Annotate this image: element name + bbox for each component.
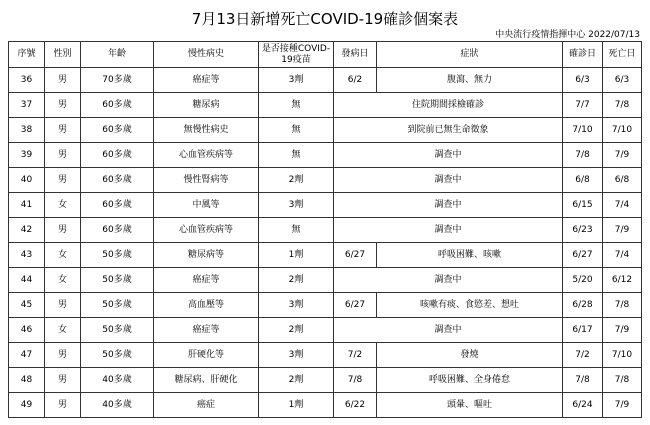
cell-age: 60多歲 (81, 118, 154, 143)
cell-onset: 7/2 (334, 343, 377, 368)
cell-history: 慢性腎病等 (154, 168, 259, 193)
cell-sex: 男 (45, 343, 81, 368)
cell-onset: 6/27 (334, 243, 377, 268)
cell-history: 肝硬化等 (154, 343, 259, 368)
cell-death: 7/9 (603, 143, 642, 168)
cell-confirmed: 6/3 (563, 68, 603, 93)
cell-note: 調查中 (334, 318, 563, 343)
table-row (9, 118, 642, 143)
cell-number: 47 (9, 343, 45, 368)
cell-vaccine: 3劑 (259, 343, 334, 368)
cell-vaccine: 1劑 (259, 243, 334, 268)
cell-sex: 男 (45, 143, 81, 168)
cell-confirmed: 5/20 (563, 268, 603, 293)
cell-number: 43 (9, 243, 45, 268)
table-row (9, 393, 642, 418)
cell-death: 7/4 (603, 243, 642, 268)
cell-note: 調查中 (334, 193, 563, 218)
cell-age: 60多歲 (81, 193, 154, 218)
cell-vaccine: 1劑 (259, 393, 334, 418)
cell-history: 癌症等 (154, 68, 259, 93)
cell-history: 癌症等 (154, 268, 259, 293)
cell-death: 7/4 (603, 193, 642, 218)
cell-sex: 男 (45, 218, 81, 243)
cell-age: 70多歲 (81, 68, 154, 93)
cell-history: 癌症 (154, 393, 259, 418)
table-row (9, 168, 642, 193)
table-row (9, 93, 642, 118)
cell-age: 50多歲 (81, 318, 154, 343)
cell-death: 7/9 (603, 393, 642, 418)
cell-note: 調查中 (334, 218, 563, 243)
cell-age: 60多歲 (81, 143, 154, 168)
cell-symptoms: 呼吸困難、咳嗽 (377, 243, 563, 268)
cell-death: 7/8 (603, 93, 642, 118)
header-cell: 發病日 (334, 42, 377, 68)
cell-symptoms: 發燒 (377, 343, 563, 368)
table-row (9, 143, 642, 168)
cell-sex: 男 (45, 93, 81, 118)
table-body (9, 68, 642, 418)
cell-history: 高血壓等 (154, 293, 259, 318)
cell-symptoms: 頭暈、嘔吐 (377, 393, 563, 418)
cell-vaccine: 無 (259, 143, 334, 168)
header-cell: 慢性病史 (154, 42, 259, 68)
cell-confirmed: 7/7 (563, 93, 603, 118)
table-header-row (9, 42, 642, 68)
cell-sex: 女 (45, 243, 81, 268)
cell-death: 6/12 (603, 268, 642, 293)
cell-number: 46 (9, 318, 45, 343)
cell-symptoms: 呼吸困難、全身倦怠 (377, 368, 563, 393)
cell-confirmed: 7/2 (563, 343, 603, 368)
page-title: 7月13日新增死亡COVID-19確診個案表 (191, 10, 459, 28)
cell-number: 37 (9, 93, 45, 118)
cell-sex: 男 (45, 293, 81, 318)
cell-number: 45 (9, 293, 45, 318)
cell-confirmed: 7/8 (563, 368, 603, 393)
cell-sex: 男 (45, 68, 81, 93)
cell-confirmed: 6/15 (563, 193, 603, 218)
cell-symptoms: 腹瀉、無力 (377, 68, 563, 93)
table-row (9, 193, 642, 218)
cell-vaccine: 2劑 (259, 368, 334, 393)
cell-confirmed: 6/23 (563, 218, 603, 243)
header-cell: 症狀 (377, 42, 563, 68)
cell-number: 36 (9, 68, 45, 93)
table-row (9, 293, 642, 318)
cell-age: 60多歲 (81, 218, 154, 243)
cell-age: 40多歲 (81, 393, 154, 418)
cell-confirmed: 6/8 (563, 168, 603, 193)
cell-vaccine: 無 (259, 93, 334, 118)
cell-sex: 女 (45, 193, 81, 218)
cell-vaccine: 2劑 (259, 318, 334, 343)
cell-history: 心血管疾病等 (154, 143, 259, 168)
cell-number: 48 (9, 368, 45, 393)
cell-history: 心血管疾病等 (154, 218, 259, 243)
header-cell: 確診日 (563, 42, 603, 68)
table-row (9, 243, 642, 268)
cell-confirmed: 7/10 (563, 118, 603, 143)
cell-onset: 6/2 (334, 68, 377, 93)
cell-age: 40多歲 (81, 368, 154, 393)
cell-sex: 男 (45, 168, 81, 193)
cell-note: 調查中 (334, 268, 563, 293)
cell-number: 40 (9, 168, 45, 193)
table-row (9, 368, 642, 393)
cell-sex: 男 (45, 393, 81, 418)
header-cell: 序號 (9, 42, 45, 68)
cell-sex: 男 (45, 118, 81, 143)
cell-note: 住院期間採檢確診 (334, 93, 563, 118)
header-cell: 是否接種COVID-19疫苗 (259, 42, 334, 68)
cell-age: 60多歲 (81, 93, 154, 118)
cell-history: 癌症等 (154, 318, 259, 343)
cell-note: 調查中 (334, 143, 563, 168)
header-cell: 死亡日 (603, 42, 642, 68)
table-row (9, 343, 642, 368)
cell-confirmed: 6/27 (563, 243, 603, 268)
cell-confirmed: 7/8 (563, 143, 603, 168)
cell-vaccine: 3劑 (259, 68, 334, 93)
cell-death: 6/3 (603, 68, 642, 93)
case-table (8, 41, 642, 418)
cell-confirmed: 6/24 (563, 393, 603, 418)
cell-age: 50多歲 (81, 293, 154, 318)
cell-confirmed: 6/17 (563, 318, 603, 343)
cell-number: 41 (9, 193, 45, 218)
cell-onset: 7/8 (334, 368, 377, 393)
cell-number: 39 (9, 143, 45, 168)
cell-sex: 女 (45, 318, 81, 343)
cell-history: 糖尿病等 (154, 243, 259, 268)
cell-number: 38 (9, 118, 45, 143)
cell-symptoms: 咳嗽有痰、食慾差、想吐 (377, 293, 563, 318)
cell-death: 7/10 (603, 343, 642, 368)
cell-vaccine: 無 (259, 118, 334, 143)
table-row (9, 268, 642, 293)
cell-number: 44 (9, 268, 45, 293)
cell-age: 60多歲 (81, 168, 154, 193)
cell-note: 到院前已無生命徵象 (334, 118, 563, 143)
cell-death: 7/8 (603, 368, 642, 393)
cell-vaccine: 2劑 (259, 268, 334, 293)
cell-death: 7/9 (603, 318, 642, 343)
source-date: 中央流行疫情指揮中心 2022/07/13 (495, 30, 640, 40)
cell-death: 7/8 (603, 293, 642, 318)
table-row (9, 318, 642, 343)
cell-death: 7/10 (603, 118, 642, 143)
cell-number: 42 (9, 218, 45, 243)
cell-age: 50多歲 (81, 243, 154, 268)
cell-history: 糖尿病、肝硬化 (154, 368, 259, 393)
cell-sex: 男 (45, 368, 81, 393)
table-row (9, 218, 642, 243)
header-cell: 性別 (45, 42, 81, 68)
cell-death: 6/8 (603, 168, 642, 193)
cell-sex: 女 (45, 268, 81, 293)
cell-history: 中風等 (154, 193, 259, 218)
cell-history: 糖尿病 (154, 93, 259, 118)
cell-onset: 6/27 (334, 293, 377, 318)
cell-confirmed: 6/28 (563, 293, 603, 318)
header-cell: 年齡 (81, 42, 154, 68)
cell-age: 50多歲 (81, 343, 154, 368)
cell-age: 50多歲 (81, 268, 154, 293)
cell-history: 無慢性病史 (154, 118, 259, 143)
cell-vaccine: 3劑 (259, 193, 334, 218)
cell-vaccine: 無 (259, 218, 334, 243)
cell-onset: 6/22 (334, 393, 377, 418)
cell-vaccine: 3劑 (259, 293, 334, 318)
cell-death: 7/9 (603, 218, 642, 243)
table-row (9, 68, 642, 93)
cell-note: 調查中 (334, 168, 563, 193)
cell-vaccine: 2劑 (259, 168, 334, 193)
cell-number: 49 (9, 393, 45, 418)
